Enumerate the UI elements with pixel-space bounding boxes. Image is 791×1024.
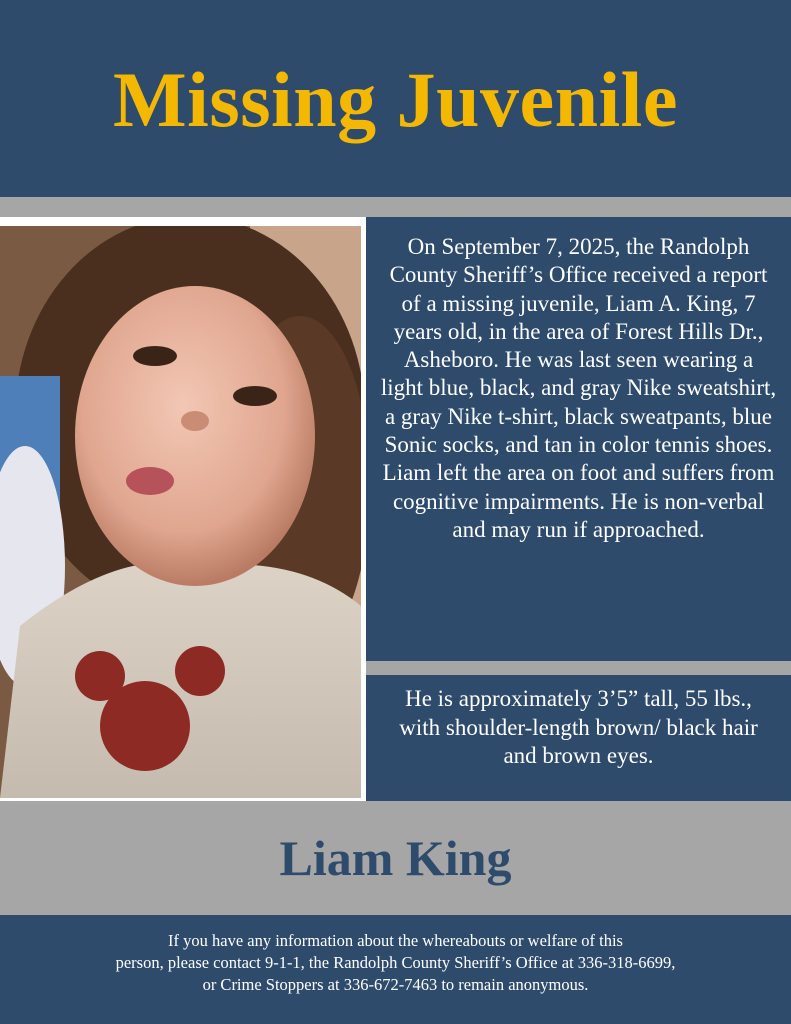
physical-description-text: He is approximately 3’5” tall, 55 lbs., with shoulder-length brown/ black hair and brown eyes. — [399, 686, 758, 768]
divider-band — [0, 197, 791, 217]
contact-line-1: If you have any information about the whereabouts or welfare of this — [168, 931, 623, 950]
name-banner — [0, 801, 791, 915]
contact-footer — [0, 915, 791, 1024]
contact-line-2: person, please contact 9-1-1, the Randolph County Sheriff’s Office at 336-318-6699, — [115, 953, 676, 972]
description-divider — [366, 661, 791, 675]
description-text: On September 7, 2025, the Randolph County Sheriff’s Office received a report of a missing juvenile, Liam A. King, 7 years old, in the area of Forest Hills Dr., Asheboro. He was last seen wearing a light blue, black, and gray Nike sweatshirt, a gray Nike t-shirt, black sweatpants, blue Sonic socks, and tan in color tennis shoes. Liam left the area on foot and suffers from cognitive impairments. He is non-verbal and may run if approached. — [380, 234, 777, 542]
header-banner — [0, 0, 791, 197]
person-name: Liam King — [279, 830, 512, 886]
physical-description-panel — [366, 675, 791, 801]
portrait-illustration — [0, 226, 361, 798]
contact-text — [0, 915, 791, 996]
description-panel — [366, 217, 791, 661]
poster-title: Missing Juvenile — [113, 55, 678, 143]
missing-person-photo — [0, 226, 361, 798]
contact-line-3: or Crime Stoppers at 336-672-7463 to remain anonymous. — [202, 975, 589, 994]
